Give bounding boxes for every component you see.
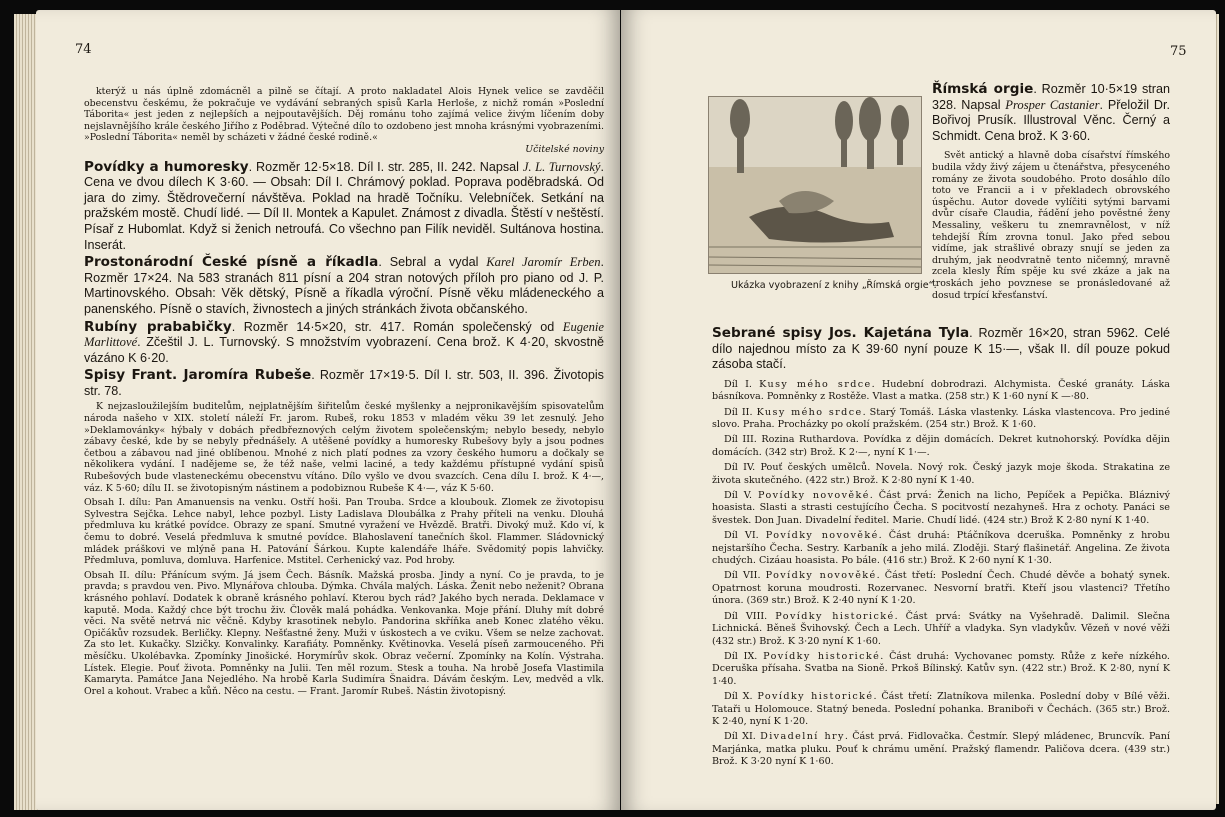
illustration-caption: Ukázka vyobrazení z knihy „Římská orgie“. [731, 280, 937, 291]
entry-text: . Rozměr 17×24. Na 583 stranách 811 písní a 204 stran notových příloh pro piano od J. P. Martinovského. Obsah: Věk dětský, Písně a říkadla výroční. Písně věku mládeneckého a panenského. Písně o stavích, živnostech a jiných stránkách života občanského. [84, 255, 605, 316]
tyl-volumes-list [712, 379, 1170, 769]
volume-title: Povídky historické [763, 650, 881, 662]
volume-text: . Část prvá: Ženich na licho, Pepíček a Pepička. Bláznivý hoasista. Slasti a strasti cestujícího Čecha. S pocitvostí nezahyneš. Hra z ochoty. Panáci se švestek. Don Juan. Divadelní ředitel. Marie. Chudí lidé. (424 str.) Brož K 2·80 nyní K 1·40. [712, 490, 1170, 526]
entry-rubes [84, 368, 604, 399]
volume-text: . Část druhá: Vychovanec pomsty. Růže z keře nízkého. Dceruška přísaha. Svatba na Sioně. Prkoš Bílinský. Katův syn. (422 str.) Brož. K 2·80, nyní K 1·40. [712, 650, 1170, 687]
entry-title: Povídky a humoresky [84, 158, 249, 175]
entry-text: . Rozměr 16×20, stran 5962. Celé dílo najednou místo za K 39·60 nyní pouze K 15·—, však II. díl pouze pokud zásoba stačí. [712, 326, 1170, 372]
entry-pisne [84, 255, 604, 317]
tyl-volume-item [712, 379, 1170, 404]
right-top-column [932, 82, 1170, 301]
tyl-volume-item [712, 731, 1170, 768]
tyl-volume-item [712, 530, 1170, 567]
volume-text: . Část prvá: Svátky na Vyšehradě. Dalimil. Slečna Lichnická. Běneš Švihovský. Čech a Lech. Uhříř a vladyka. Syn vladykův. Vězeň v nové věži (432 str.) Brož. K 3·20 nyní K 1·60. [712, 610, 1170, 647]
volume-title: Povídky historické [775, 610, 895, 622]
intro-text: kterýž u nás úplně zdomácněl a pilně se čítají. A proto nakladatel Alois Hynek velice se zavděčil obecenstvu českému, že pokračuje ve vydávání sebraných spisů Karla Herloše, z nichž román »Poslední Táborita« jest jeden z nejlepších a nejpoutavějších. Děj románu toho zajímá velice živým líčením doby nejslavnějšího krále českého Jiřího z Poděbrad. Výtečné dílo to ozdobeno jest mnoha krásnými vyobrazeními. »Poslední Táborita« neměl by scházeti v žádné české rodině.« [84, 86, 604, 144]
tyl-volume-item [712, 691, 1170, 728]
volume-text: Pouť českých umělců. Novela. Nový rok. Český jazyk moje škoda. Strakatina ze života skutečného. (422 str.) Brož. K 2·80 nyní K 1·40. [712, 462, 1171, 486]
volume-head: Díl II. [724, 406, 753, 418]
entry-rimska-orgie [932, 82, 1170, 144]
volume-head: Díl I. [724, 378, 752, 390]
entry-tyl [712, 326, 1170, 373]
tyl-volume-item [712, 651, 1170, 688]
entry-title: Prostonárodní České písně a říkadla [84, 254, 379, 271]
book-illustration [708, 96, 922, 274]
entry-author: Eugenie Marlittové [84, 319, 605, 350]
volume-head: Díl IV. [724, 462, 756, 474]
rimska-orgie-description: Svět antický a hlavně doba císařství římského budila vždy živý zájem u čtenářstva, přesyceného romány ze života soudobého. Proto dosáhlo dílo toto ve Francii a i v překladech obrovského úspěchu. Autor dovede vylíčiti sytými barvami dvůr císaře Claudia, řádění jeho pověstné ženy Messaliny, veškeru tu znemravnělost, v níž tehdejší Řím zrovna tonul. Jako před sebou vidíme, jak strašlivé obrazy snují se jeden za druhým, jak neodvratně tento ničemný, mravně zcela klesly Řím spěje ku své zkáze a jak na troskách jeho povznese se pronásledované až dosud trpící křesťanství. [932, 150, 1170, 301]
entry-author: Prosper Castanier [1005, 97, 1100, 112]
entry-povidky [84, 160, 604, 254]
volume-head: Díl III. [724, 434, 757, 446]
entry-text: . Cena ve dvou dílech K 3·60. — Obsah: Díl I. Chrámový poklad. Poprava poděbradská. Od jara do zimy. Štědrovečerní návštěva. Poklad na hradě Točníku. Velebníček. Setkání na pražském mostě. Chudí lidé. — Díl II. Montek a Kapulet. Známost z divadla. Štěstí v neštěstí. Písař z Hubomlat. Když si ženich netroufá. Co všechno pan Filík neviděl. Sultánova hostina. Inserát. [84, 159, 605, 252]
tyl-volume-item [712, 611, 1170, 648]
page-number-right: 75 [1170, 44, 1187, 59]
rubes-contents-1: Obsah I. dílu: Pan Amanuensis na venku. Ostří hoši. Pan Trouba. Srdce a kloubouk. Zlomek ze životopisu Sylvestra Sejčka. Lehce nabyl, lehce pozbyl. Listy Ladislava Dloubálka z Prahy příteli na venku. Dlouhá předmluva ku krátké povídce. Obrazy ze spaní. Smutné vyražení ve Hvězdě. Bratři. Divoký muž. Kdo ví, k čemu to dobré. Veselá předmluva k smutné povídce. Blahoslavení tanečních škol. Flammer. Sládovnický mládek práškovi ve mlýně pana H. Patování Šárkou. Kupte kalendáře lháře. Svědomitý popis lahvičky. Předmluva, pomluva, domluva. Harfenice. Mstitel. Cerhenický vaz. Pod hroby. [84, 497, 604, 567]
volume-title: Povídky novověké [765, 570, 877, 582]
volume-head: Díl VIII. [724, 610, 768, 622]
volume-text: . Starý Tomáš. Láska vlastenky. Láska vlastencova. Pro jediné slovo. Praha. Procházky po okolí pražském. (254 str.) Brož. K 1·60. [712, 406, 1170, 430]
tyl-volume-item [712, 462, 1170, 487]
volume-text: . Část prvá. Fidlovačka. Čestmír. Slepý mládenec, Bruncvík. Paní Marjánka, matka pluku. Pouť k chrámu umění. Pražský flamendr. Paličova dcera. (439 str.) Brož. K 3·20 nyní K 1·60. [712, 731, 1171, 768]
volume-head: Díl XI. [724, 731, 756, 743]
entry-text: . Rozměr 17×19·5. Díl I. str. 503, II. 396. Životopis str. 78. [84, 368, 604, 398]
volume-title: Povídky historické [757, 691, 874, 703]
volume-head: Díl VII. [724, 570, 761, 582]
entry-author: Karel Jaromír Erben [486, 255, 601, 270]
tyl-volume-item [712, 434, 1170, 459]
volume-text: . Část druhá: Ptáčníkova dceruška. Pomněnky z hrobu nejstaršího Čecha. Sestry. Karbaník a jeho milá. Zloději. Starý flašinetář. Angelina. Ze života chudých. Cizáau hoasista. Po bále. (416 str.) Brož. K 2·60 nyní K 1·30. [712, 530, 1170, 567]
volume-text: . Hudební dobrodrazi. Alchymista. České granáty. Láska básníkova. Pomněnky z Rostěže. Vlast a matka. (258 str.) K 1·60 nyní K —·80. [712, 378, 1170, 403]
entry-rubiny [84, 320, 604, 367]
tyl-volume-item [712, 407, 1170, 432]
volume-title: Povídky novověké [765, 530, 879, 542]
page-number-left: 74 [75, 42, 92, 57]
entry-text: . Zčeštil J. L. Turnovský. S množstvím vyobrazení. Cena brož. K 4·20, skvostně vázáno K 6·20. [84, 335, 604, 365]
volume-title: Kusy mého srdce [759, 378, 872, 390]
rubes-contents-2: Obsah II. dílu: Přánícum svým. Já jsem Čech. Básník. Mažská prosba. Jindy a nyní. Co je pravda, to je pravda; s pravdou ven. Pivo. Mlynářova chloubа. Dýmka. Chvála malých. Láska. Ženit nebo neženit? Obrana krásného pohlaví. Dodatek k obraně krásného pohlaví. Kterou bych rád? Jakého bych nerada. Deklamace v kaputě. Moda. Každý chce být trochu živ. Člověk malá pohádka. Venkovanka. Moje přání. Dluhy mít dobré věci. Na světě netrvá nic věčně. Kdyby krasotinek nebylo. Pandorina skříňka aneb Konec zlatého věku. Opičákův rozsudek. Berličky. Klepny. Nešťastné ženy. Muži v úskostech a ve cviku. Všem se nelze zachovat. Za sto let. Kukačky. Slzičky. Konvalinky. Karafiáty. Pomněnky. Květinovka. Veselá píseň zarmouceného. Při měsíčku. Ukolébavka. Zpomínky Jinošické. Horymírův skok. Obraz večerní. Zpomínky na Kolín. Výstraha. Lístek. Elegie. Pouť života. Pomněnky na Julii. Ten měl rozum. Stesk a touha. Na hrobě Josefa Vlastimila Kamaryta. Památce Jana Nejedlého. Na hrobě Karla Sudimíra Šnaidra. Dávám českým. Lev, medvěd a vlk. Orel a kohout. Vrabec a kůň. Něco na cestu. — Frant. Jaromír Rubeš. Nástin životopisný. [84, 569, 604, 697]
volume-title: Kusy mého srdce [756, 406, 863, 418]
entry-title: Rubíny prababičky [84, 318, 232, 335]
entry-text: . Rozměr 10·5×19 stran 328. Napsal [932, 82, 1170, 112]
volume-head: Díl VI. [724, 530, 759, 542]
volume-head: Díl IX. [724, 650, 758, 662]
tyl-volume-item [712, 570, 1170, 607]
volume-head: Díl X. [724, 691, 753, 703]
volume-title: Povídky novověké [758, 490, 870, 502]
volume-text: . Část třetí: Zlatníkova milenka. Poslední doby v Bílé věži. Tataři u Holomouce. Statný beneda. Poslední pohanka. Braniboři v Čechách. (365 str.) Brož. K 2·40, nyní K 1·20. [712, 691, 1170, 727]
tyl-volume-item [712, 490, 1170, 527]
intro-signature: Učitelské noviny [525, 143, 604, 155]
left-column [84, 86, 604, 697]
entry-title: Spisy Frant. Jaromíra Rubeše [84, 367, 312, 384]
entry-text: . Rozměr 14·5×20, str. 417. Román společenský od [231, 319, 563, 334]
entry-title: Sebrané spisy Jos. Kajetána Tyla [712, 325, 970, 341]
right-column [712, 326, 1170, 772]
intro-quote [84, 86, 604, 156]
volume-title: Divadelní hry [760, 731, 845, 743]
volume-text: Rozina Ruthardova. Povídka z dějin domácích. Dekret kutnohorský. Povídka dějin domácích. (342 str) Brož. K 2·—, nyní K 1·—. [712, 434, 1170, 458]
entry-text: . Přeložil Dr. Bořivoj Prusík. Illustroval Věnc. Černý a Schmidt. Cena brož. K 3·60. [932, 97, 1170, 143]
volume-head: Díl V. [724, 490, 753, 502]
entry-title: Římská orgie [932, 81, 1034, 97]
entry-text: . Sebral a vydal [378, 255, 487, 270]
volume-text: . Část třetí: Poslední Čech. Chudé děvče a bohatý synek. Opatrnost koruna moudrosti. Rozervanec. Nesvorní bratři. Kteří jsou vlastenci? Třetího února. (369 str.) Brož. K 2·40 nyní K 1·20. [712, 570, 1171, 607]
entry-author: J. L. Turnovský [522, 159, 601, 174]
rubes-description: K nejzasloužilejším buditelům, nejplatnějším šiřitelům české myšlenky a nejpronikavějším spisovatelům národa našeho v XIX. století náleží Fr. jarom. Rubeš, roku 1853 v mladém věku 39 let zesnulý. Jeho »Deklamovánky« hýbaly v dobách předbřeznových celým životem společenským; nebylo besedy, nebylo zábavy české, kde by se nebyly přednášely. A utěšené povídky a humoresky Rubešovy byly a jsou podnes četbou a zábavou nad jiné oblíbenou. Mnohé z nich platí podnes za vzory českého humoru a dočkaly se několikera vydání. I nadějeme se, že též naše, velmi laciné, a tedy každému přístupné vydání spisů Rubešových bude vlasteneckému obecenstvu vítáno. Dílo vyšlo ve dvou svazcích. Cena dílu I. brož. K 4·—, váz. K 5·60; dílu II. se životopisným nástinem a podobiznou Rubeše K 4·—, váz K 5·60. [84, 401, 604, 494]
entry-text: . Rozměr 12·5×18. Díl I. str. 285, II. 242. Napsal [248, 159, 523, 174]
illustration-drawing [709, 97, 921, 273]
